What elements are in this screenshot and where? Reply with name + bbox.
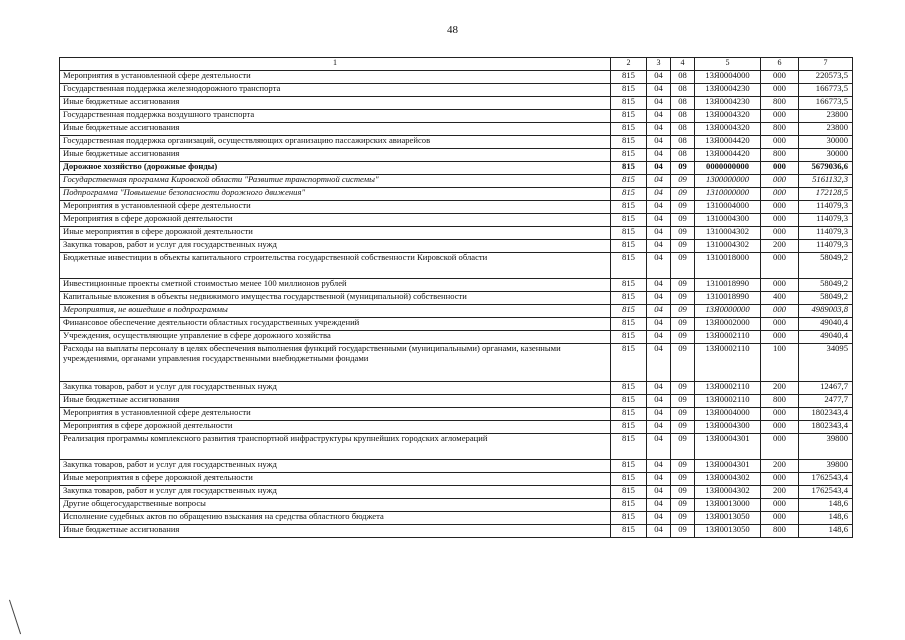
row-target-code: 13Я0004230 [695,84,761,97]
row-name: Закупка товаров, работ и услуг для государственных нужд [60,382,611,395]
row-amount: 30000 [799,136,853,149]
row-expense-type: 100 [761,344,799,382]
row-section: 04 [647,110,671,123]
row-admin-code: 815 [611,408,647,421]
row-subsection: 09 [671,421,695,434]
row-subsection: 09 [671,434,695,460]
row-target-code: 13Я0004302 [695,486,761,499]
row-amount: 1802343,4 [799,408,853,421]
row-subsection: 09 [671,344,695,382]
row-target-code: 1310018000 [695,253,761,279]
row-admin-code: 815 [611,175,647,188]
row-admin-code: 815 [611,512,647,525]
row-amount: 166773,5 [799,84,853,97]
row-admin-code: 815 [611,162,647,175]
row-admin-code: 815 [611,149,647,162]
row-amount: 58049,2 [799,279,853,292]
row-section: 04 [647,253,671,279]
row-section: 04 [647,136,671,149]
row-section: 04 [647,305,671,318]
row-target-code: 13Я0004420 [695,136,761,149]
row-section: 04 [647,71,671,84]
row-expense-type: 200 [761,382,799,395]
row-admin-code: 815 [611,123,647,136]
table-row [60,240,853,253]
row-expense-type: 000 [761,279,799,292]
row-section: 04 [647,123,671,136]
row-name: Иные бюджетные ассигнования [60,525,611,538]
row-target-code: 13Я0004302 [695,473,761,486]
row-amount: 148,6 [799,499,853,512]
row-amount: 166773,5 [799,97,853,110]
budget-table [59,57,853,538]
row-section: 04 [647,473,671,486]
row-target-code: 1310000000 [695,188,761,201]
table-row [60,162,853,175]
row-expense-type: 000 [761,188,799,201]
row-section: 04 [647,395,671,408]
row-name: Дорожное хозяйство (дорожные фонды) [60,162,611,175]
row-target-code: 13Я0000000 [695,305,761,318]
row-name: Капитальные вложения в объекты недвижимого имущества государственной (муниципальной) собственности [60,292,611,305]
row-amount: 2477,7 [799,395,853,408]
table-row [60,227,853,240]
row-subsection: 09 [671,473,695,486]
row-section: 04 [647,331,671,344]
row-admin-code: 815 [611,253,647,279]
header-col-3: 3 [647,58,671,71]
header-col-6: 6 [761,58,799,71]
header-col-5: 5 [695,58,761,71]
row-amount: 1762543,4 [799,473,853,486]
row-section: 04 [647,486,671,499]
row-name: Мероприятия, не вошедшие в подпрограммы [60,305,611,318]
row-amount: 34095 [799,344,853,382]
row-amount: 148,6 [799,525,853,538]
row-subsection: 09 [671,331,695,344]
table-row [60,408,853,421]
row-expense-type: 000 [761,84,799,97]
row-section: 04 [647,240,671,253]
row-section: 04 [647,84,671,97]
header-row [60,58,853,71]
row-subsection: 09 [671,214,695,227]
row-amount: 39800 [799,460,853,473]
table-row [60,486,853,499]
scan-mark [9,600,21,635]
row-subsection: 08 [671,71,695,84]
table-row [60,525,853,538]
row-expense-type: 000 [761,331,799,344]
row-expense-type: 000 [761,408,799,421]
row-target-code: 1310018990 [695,292,761,305]
row-target-code: 1310018990 [695,279,761,292]
row-amount: 58049,2 [799,292,853,305]
row-name: Бюджетные инвестиции в объекты капитального строительства государственной собственности Кировской области [60,253,611,279]
row-expense-type: 000 [761,499,799,512]
row-name: Мероприятия в установленной сфере деятельности [60,201,611,214]
row-expense-type: 200 [761,240,799,253]
table-row [60,214,853,227]
row-name: Другие общегосударственные вопросы [60,499,611,512]
row-name: Закупка товаров, работ и услуг для государственных нужд [60,486,611,499]
row-expense-type: 000 [761,162,799,175]
row-target-code: 0000000000 [695,162,761,175]
table-row [60,473,853,486]
row-amount: 58049,2 [799,253,853,279]
header-col-7: 7 [799,58,853,71]
row-admin-code: 815 [611,305,647,318]
row-target-code: 13Я0004320 [695,123,761,136]
row-expense-type: 800 [761,97,799,110]
row-subsection: 09 [671,188,695,201]
row-name: Иные мероприятия в сфере дорожной деятельности [60,227,611,240]
row-amount: 23800 [799,110,853,123]
table-row [60,253,853,279]
row-name: Реализация программы комплексного развития транспортной инфраструктуры крупнейших городских агломераций [60,434,611,460]
row-target-code: 13Я0002110 [695,344,761,382]
table-row [60,331,853,344]
row-target-code: 13Я0002110 [695,331,761,344]
table-row [60,279,853,292]
row-amount: 114079,3 [799,214,853,227]
row-subsection: 09 [671,486,695,499]
row-section: 04 [647,344,671,382]
table-row [60,344,853,382]
row-expense-type: 000 [761,512,799,525]
row-name: Учреждения, осуществляющие управление в сфере дорожного хозяйства [60,331,611,344]
header-col-2: 2 [611,58,647,71]
row-name: Государственная программа Кировской области "Развитие транспортной системы" [60,175,611,188]
row-amount: 5161132,3 [799,175,853,188]
row-name: Иные бюджетные ассигнования [60,395,611,408]
row-expense-type: 000 [761,227,799,240]
table-row [60,188,853,201]
row-subsection: 08 [671,84,695,97]
row-admin-code: 815 [611,344,647,382]
row-name: Закупка товаров, работ и услуг для государственных нужд [60,240,611,253]
row-target-code: 13Я0002000 [695,318,761,331]
row-expense-type: 800 [761,525,799,538]
row-admin-code: 815 [611,421,647,434]
table-row [60,97,853,110]
row-name: Расходы на выплаты персоналу в целях обеспечения выполнения функций государственными (муниципальными) органами, казенными учреждениями, органами управления государственными внебюджетными фондами [60,344,611,382]
row-expense-type: 000 [761,318,799,331]
row-target-code: 13Я0004320 [695,110,761,123]
header-col-1: 1 [60,58,611,71]
row-admin-code: 815 [611,84,647,97]
table-row [60,149,853,162]
row-name: Иные бюджетные ассигнования [60,149,611,162]
table-row [60,123,853,136]
row-target-code: 1300000000 [695,175,761,188]
row-admin-code: 815 [611,395,647,408]
row-admin-code: 815 [611,292,647,305]
row-admin-code: 815 [611,279,647,292]
row-target-code: 13Я0004301 [695,434,761,460]
row-name: Государственная поддержка организаций, осуществляющих организацию пассажирских авиарейсов [60,136,611,149]
row-section: 04 [647,97,671,110]
row-admin-code: 815 [611,525,647,538]
row-name: Иные бюджетные ассигнования [60,97,611,110]
row-subsection: 09 [671,162,695,175]
table-row [60,110,853,123]
header-col-4: 4 [671,58,695,71]
row-subsection: 09 [671,408,695,421]
row-admin-code: 815 [611,214,647,227]
row-expense-type: 000 [761,136,799,149]
row-name: Инвестиционные проекты сметной стоимостью менее 100 миллионов рублей [60,279,611,292]
row-section: 04 [647,408,671,421]
row-section: 04 [647,227,671,240]
row-admin-code: 815 [611,97,647,110]
row-section: 04 [647,162,671,175]
row-section: 04 [647,421,671,434]
row-amount: 49040,4 [799,331,853,344]
row-amount: 148,6 [799,512,853,525]
row-expense-type: 000 [761,421,799,434]
row-admin-code: 815 [611,460,647,473]
row-subsection: 09 [671,253,695,279]
row-expense-type: 000 [761,214,799,227]
row-amount: 5679036,6 [799,162,853,175]
row-name: Финансовое обеспечение деятельности областных государственных учреждений [60,318,611,331]
row-admin-code: 815 [611,318,647,331]
row-target-code: 13Я0004420 [695,149,761,162]
row-section: 04 [647,279,671,292]
row-subsection: 09 [671,305,695,318]
row-admin-code: 815 [611,201,647,214]
row-target-code: 1310004302 [695,240,761,253]
row-expense-type: 800 [761,149,799,162]
table-row [60,305,853,318]
row-name: Исполнение судебных актов по обращению взыскания на средства областного бюджета [60,512,611,525]
row-admin-code: 815 [611,499,647,512]
row-expense-type: 000 [761,110,799,123]
row-subsection: 09 [671,395,695,408]
row-target-code: 13Я0004230 [695,97,761,110]
row-subsection: 09 [671,318,695,331]
table-row [60,460,853,473]
row-subsection: 08 [671,110,695,123]
table-row [60,499,853,512]
row-subsection: 09 [671,175,695,188]
row-expense-type: 000 [761,71,799,84]
row-target-code: 13Я0013050 [695,525,761,538]
row-expense-type: 000 [761,175,799,188]
row-subsection: 09 [671,499,695,512]
row-subsection: 09 [671,240,695,253]
row-expense-type: 000 [761,305,799,318]
row-admin-code: 815 [611,110,647,123]
row-admin-code: 815 [611,486,647,499]
row-amount: 49040,4 [799,318,853,331]
table-row [60,421,853,434]
row-subsection: 09 [671,227,695,240]
row-subsection: 08 [671,123,695,136]
row-section: 04 [647,499,671,512]
row-amount: 4989003,8 [799,305,853,318]
table-row [60,382,853,395]
row-name: Мероприятия в сфере дорожной деятельности [60,421,611,434]
row-admin-code: 815 [611,331,647,344]
row-expense-type: 200 [761,486,799,499]
row-target-code: 1310004302 [695,227,761,240]
row-name: Подпрограмма "Повышение безопасности дорожного движения" [60,188,611,201]
row-amount: 114079,3 [799,227,853,240]
row-expense-type: 400 [761,292,799,305]
row-admin-code: 815 [611,71,647,84]
row-expense-type: 000 [761,253,799,279]
row-section: 04 [647,214,671,227]
row-target-code: 13Я0002110 [695,395,761,408]
row-name: Закупка товаров, работ и услуг для государственных нужд [60,460,611,473]
row-section: 04 [647,382,671,395]
row-amount: 1802343,4 [799,421,853,434]
row-subsection: 09 [671,382,695,395]
row-admin-code: 815 [611,473,647,486]
table-row [60,512,853,525]
row-amount: 30000 [799,149,853,162]
row-admin-code: 815 [611,382,647,395]
row-subsection: 09 [671,279,695,292]
row-name: Мероприятия в установленной сфере деятельности [60,71,611,84]
row-expense-type: 000 [761,473,799,486]
row-name: Иные мероприятия в сфере дорожной деятельности [60,473,611,486]
row-section: 04 [647,201,671,214]
table-row [60,292,853,305]
row-section: 04 [647,512,671,525]
row-subsection: 08 [671,97,695,110]
row-amount: 12467,7 [799,382,853,395]
row-amount: 220573,5 [799,71,853,84]
row-expense-type: 800 [761,395,799,408]
row-name: Мероприятия в сфере дорожной деятельности [60,214,611,227]
row-target-code: 13Я0004000 [695,71,761,84]
row-section: 04 [647,175,671,188]
table-row [60,71,853,84]
row-section: 04 [647,434,671,460]
page-number: 48 [447,24,458,36]
row-expense-type: 000 [761,434,799,460]
row-expense-type: 800 [761,123,799,136]
row-section: 04 [647,149,671,162]
row-subsection: 08 [671,136,695,149]
row-section: 04 [647,318,671,331]
row-subsection: 09 [671,292,695,305]
table-row [60,175,853,188]
table-body [60,71,853,538]
row-amount: 23800 [799,123,853,136]
row-section: 04 [647,188,671,201]
row-target-code: 13Я0013050 [695,512,761,525]
row-expense-type: 200 [761,460,799,473]
table-row [60,395,853,408]
table-row [60,318,853,331]
row-target-code: 1310004300 [695,214,761,227]
row-subsection: 08 [671,149,695,162]
row-admin-code: 815 [611,240,647,253]
row-amount: 114079,3 [799,240,853,253]
row-name: Иные бюджетные ассигнования [60,123,611,136]
row-amount: 172128,5 [799,188,853,201]
row-target-code: 13Я0004301 [695,460,761,473]
row-name: Государственная поддержка воздушного транспорта [60,110,611,123]
row-admin-code: 815 [611,227,647,240]
row-admin-code: 815 [611,188,647,201]
table-row [60,434,853,460]
row-amount: 114079,3 [799,201,853,214]
table-row [60,201,853,214]
row-expense-type: 000 [761,201,799,214]
table-row [60,84,853,97]
row-target-code: 1310004000 [695,201,761,214]
row-name: Мероприятия в установленной сфере деятельности [60,408,611,421]
row-amount: 39800 [799,434,853,460]
row-subsection: 09 [671,460,695,473]
row-target-code: 13Я0002110 [695,382,761,395]
row-admin-code: 815 [611,434,647,460]
row-subsection: 09 [671,512,695,525]
row-target-code: 13Я0004300 [695,421,761,434]
row-subsection: 09 [671,201,695,214]
table-row [60,136,853,149]
row-amount: 1762543,4 [799,486,853,499]
row-target-code: 13Я0013000 [695,499,761,512]
row-subsection: 09 [671,525,695,538]
row-section: 04 [647,525,671,538]
row-section: 04 [647,460,671,473]
row-name: Государственная поддержка железнодорожного транспорта [60,84,611,97]
row-target-code: 13Я0004000 [695,408,761,421]
row-section: 04 [647,292,671,305]
row-admin-code: 815 [611,136,647,149]
